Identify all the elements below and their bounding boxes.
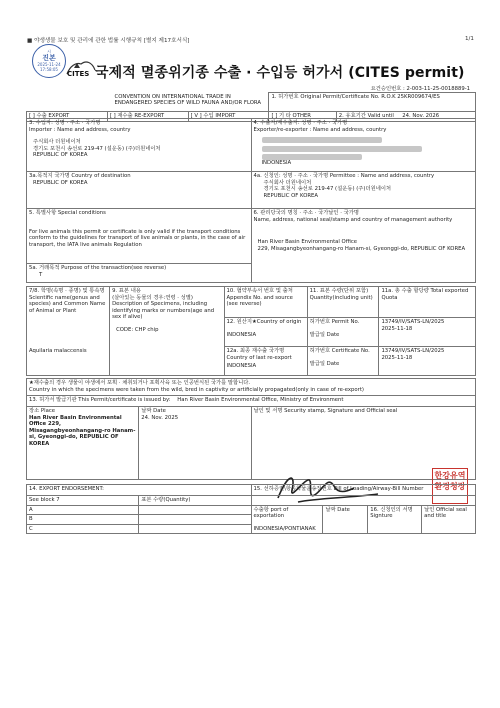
blank-cell	[251, 496, 476, 506]
convention-text: CONVENTION ON INTERNATIONAL TRADE IN ENDANGERED SPECIES OF WILD FAUNA AND/OR FLORA	[114, 93, 261, 107]
importer-country: REPUBLIC OF KOREA	[33, 152, 88, 159]
exporter-label: 4. 수출자/재수출자: 성명 · 주소 · 국가명	[253, 120, 348, 126]
port-box	[251, 505, 323, 534]
cert-date-label: 발급일 Date	[309, 360, 340, 367]
origin-note	[27, 379, 476, 396]
permittee-label: 4a. 신청인: 성명 · 주소 · 국가명 Permittee : Name and address, country	[253, 173, 435, 179]
issue-date-label: 날짜 Date	[141, 408, 166, 414]
purpose-label: 5a. 거래목적 Purpose of the transaction(see reverse)	[29, 265, 167, 271]
reexport-cert-values	[379, 347, 476, 376]
type-export: [ ] 수출 EXPORT	[27, 112, 108, 122]
special-conditions-text: For live animals this permit or certificate is only valid if the transport conditions conform to the guidelines for transport of live animals or plants, in the case of air transport, the IATA live animals Regulation	[29, 228, 246, 248]
destination-box	[27, 172, 252, 209]
official-seal-title: 날인 Official seal and title	[422, 505, 476, 534]
seal-text: 한강유역환경청장	[434, 471, 466, 491]
issuer-label: 13. 허가서 발급기관 This Permit/certificate is issued by:	[29, 397, 171, 403]
permit-number-cell	[269, 93, 476, 112]
quantity-box: 11. 표본 수량(단위 포함) Quantity(including unit)	[307, 287, 379, 318]
valid-until-value: 24. Nov. 2026	[402, 113, 440, 119]
see-block: See block 7	[27, 496, 139, 506]
authority-label: 6. 관리당국의 명칭 · 주소 · 국가날인 · 국가명	[253, 210, 359, 216]
bill-of-lading-label: 15. 선하증권\항공화물운송장번호 Bill of Loading/Airway-Bill Number	[251, 485, 476, 496]
stamp-time: 17:58:05	[40, 67, 58, 72]
place-value: Han River Basin Environmental Office 229, Misagangbyeonhangang-ro Hanam-si, Gyeonggi-do, REPUBLIC OF KOREA	[29, 414, 136, 447]
cert-date-value: 2025-11-18	[381, 354, 413, 361]
signature-label: 날인 및 서명 Security stamp, Signature and Official seal	[253, 408, 398, 414]
permittee-address: 경기도 포천시 송선로 219-47 (설운동) (주)더원네이처	[263, 186, 392, 193]
authenticity-stamp	[32, 44, 66, 78]
endorse-row-a-qty	[139, 505, 251, 515]
cites-logo	[64, 56, 98, 78]
special-conditions-label: 5. 특별사항 Special conditions	[29, 210, 106, 216]
authority-address: 229, Misagangbyeonhangang-ro Hanam-si, Gyeonggi-do, REPUBLIC OF KOREA	[257, 245, 466, 252]
permit-no-value: 13749/IV/SATS-LN/2025	[381, 319, 445, 325]
regulation-text: ■ 야생생물 보호 및 관리에 관한 법률 시행규칙 [별지 제17호서식]	[27, 38, 190, 44]
port-date: 날짜 Date	[323, 505, 368, 534]
description-box	[110, 287, 224, 376]
importer-label: 3. 수입자: 성명 · 주소 · 국가명	[29, 120, 101, 126]
exporter-label-en: Exporter/re-exporter : Name and address, country	[253, 126, 387, 133]
quantity-label: 표본 수량(Quantity)	[139, 496, 251, 506]
endorse-row-a: A	[27, 505, 139, 515]
purpose-value: T	[39, 271, 43, 278]
purpose-box	[27, 264, 252, 283]
appendix-box: 10. 협약부속서 번호 및 출처 Appendix No. and source (see reverse)	[224, 287, 307, 318]
origin-box	[224, 318, 307, 347]
form-header	[27, 36, 474, 44]
cert-no-label: 허가번호 Certificate No.	[309, 348, 370, 354]
permittee-box	[251, 172, 476, 209]
permittee-country: REPUBLIC OF KOREA	[263, 192, 319, 199]
importer-address: 경기도 포천시 송선로 219-47 (설운동) (주)더원네이처	[33, 145, 161, 152]
endorsement-table	[26, 484, 476, 534]
importer-name: 주식회사 더원네이처	[33, 139, 81, 146]
parties-table	[26, 118, 476, 283]
description-label-en: (살아있는 동물의 경우:연령 · 성별) Description of Specimens, including identifying marks or numbers(age and sex if alive)	[112, 294, 215, 321]
origin-value: INDONESIA	[226, 331, 257, 338]
issue-date-box	[139, 407, 251, 480]
origin-permit-labels	[307, 318, 379, 347]
authority-box	[251, 209, 476, 283]
reexport-label: 12a. 최종 재수출 국가명 Country of last re-export	[226, 348, 292, 361]
authority-label-en: Name, address, national seal/stamp and country of management authority	[253, 216, 453, 223]
scientific-name-box	[27, 287, 110, 376]
type-import: [ V ] 수입 IMPORT	[188, 112, 269, 122]
svg-text:CITES: CITES	[67, 70, 90, 78]
description-value: CODE: CHP chip	[116, 326, 159, 333]
type-reexport: [ ] 재수출 RE-EXPORT	[107, 112, 188, 122]
scientific-name-value: Aquilaria malaccensis	[29, 348, 87, 355]
importer-box	[27, 119, 252, 172]
issuer-box	[27, 396, 476, 407]
endorsement-label: 14. EXPORT ENDORSEMENT:	[27, 485, 252, 496]
quota-box: 11a. 총 수출 할당량 Total exported Quota	[379, 287, 476, 318]
exporter-box	[251, 119, 476, 172]
description-label: 9. 표본 내용	[112, 288, 141, 294]
permit-number-value: R.O.K 25KR009674/ES	[381, 94, 440, 100]
species-table	[26, 286, 476, 376]
origin-permit-values	[379, 318, 476, 347]
issuer-value: Han River Basin Environmental Office, Ministry of Environment	[177, 397, 344, 403]
issue-date-value: 24. Nov. 2025	[141, 414, 179, 421]
scientific-name-label: 7/8. 학명(속명 · 종명) 및 통속명	[29, 288, 105, 294]
stamp-title: 진본	[42, 54, 56, 62]
permit-date-label: 발급일 Date	[309, 331, 340, 338]
type-other: [ ] 기 타 OTHER	[269, 112, 336, 122]
reexport-box	[224, 347, 307, 376]
destination-value: REPUBLIC OF KOREA	[33, 179, 88, 186]
exporter-redacted	[254, 137, 474, 160]
page-title: 국제적 멸종위기종 수출 · 수입등 허가서 (CITES permit)	[95, 65, 465, 81]
scientific-name-label-en: Scientific name(genus and species) and Common Name of Animal or Plant	[29, 294, 106, 314]
origin-label: 12. 원산지★Country of origin	[226, 319, 302, 325]
endorse-row-b-qty	[139, 515, 251, 525]
stamp-line: 시	[47, 49, 51, 54]
place-label: 장소 Place	[29, 408, 56, 414]
applicant-signature: 16. 신청인의 서명 Signture	[368, 505, 422, 534]
permit-number-label: 1. 허가번호 Original Permit/Certificate No.	[271, 94, 380, 100]
permit-date-value: 2025-11-18	[381, 325, 413, 332]
exporter-country: INDONESIA	[261, 160, 292, 167]
origin-note-ko: ★재수출의 경우 생물이 야생에서 포획 · 채취되거나 포획사육 또는 인공번식된 국가를 말합니다.	[29, 380, 251, 386]
cert-no-value: 13749/IV/SATS-LN/2025	[381, 348, 445, 354]
special-conditions-box	[27, 209, 252, 264]
destination-label: 3a.목적지 국가명 Country of destination	[29, 173, 131, 179]
importer-label-en: Importer : Name and address, country	[29, 126, 131, 133]
reference-number: 요건승인번호 : 2-003-11-25-0018889-1	[370, 86, 470, 92]
origin-note-en: Country in which the specimens were taken from the wild, bred in captivity or artificially propagated(only in case of re-export)	[29, 386, 364, 393]
page-number: 1/1	[464, 36, 474, 42]
endorse-row-c-qty	[139, 524, 251, 534]
issuer-table	[26, 378, 476, 480]
reexport-cert-labels	[307, 347, 379, 376]
authority-name: Han River Basin Environmental Office	[257, 239, 358, 246]
port-value: INDONESIA/PONTIANAK	[253, 525, 316, 532]
endorse-row-c: C	[27, 524, 139, 534]
permittee-name: 주식회사 더원네이처	[263, 179, 312, 186]
stamp-date: 2025-11-24	[37, 62, 61, 67]
permit-no-label: 허가번호 Permit No.	[309, 319, 360, 325]
endorse-row-b: B	[27, 515, 139, 525]
place-box	[27, 407, 139, 480]
reexport-value: INDONESIA	[226, 363, 257, 370]
port-label: 수출항 port of exportation	[253, 506, 289, 520]
valid-until-label: 2. 유효기간 Valid until	[338, 113, 394, 119]
